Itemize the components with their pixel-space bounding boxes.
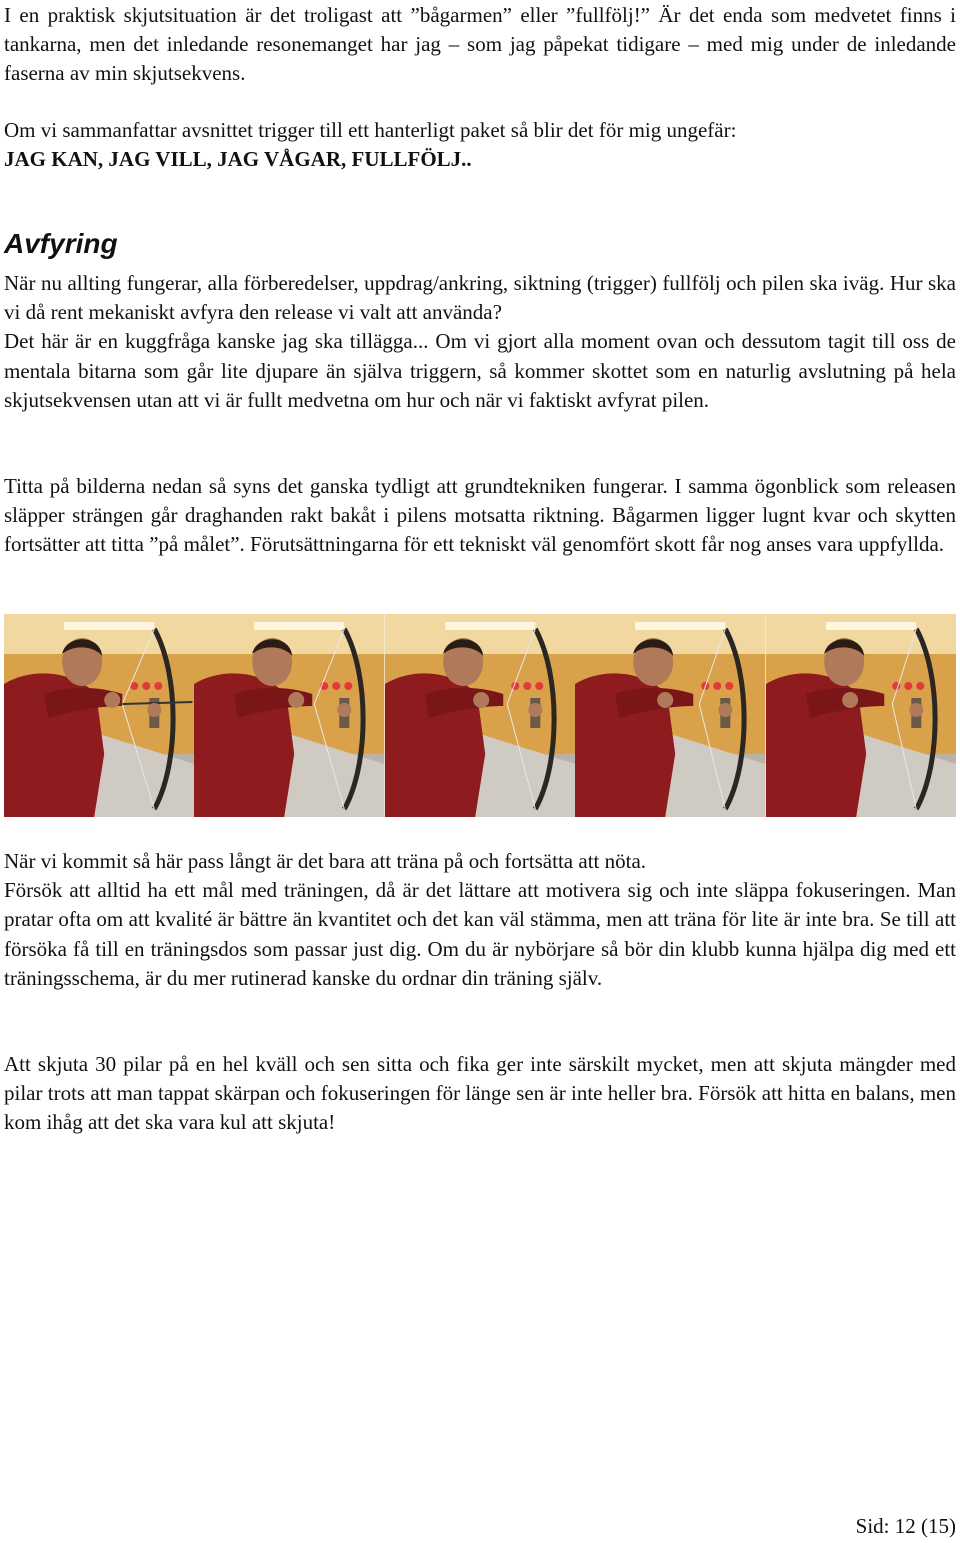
photo-frame-4: [575, 614, 765, 817]
target-face: [154, 682, 162, 690]
paragraph-training-b: Försök att alltid ha ett mål med träningen, då är det lättare att motivera sig och inte släppa fokuseringen. Man pratar ofta om att kvalité är bättre än kvantitet och det kan väl stämma, men att träna för lite är inte bra. Se till att försöka få till en träningsdos som passar just dig. Om du är nybörjare så bör din klubb kunna hjälpa dig med ett träningsschema, är du mer rutinerad kanske du ordnar din träning själv.: [4, 878, 956, 990]
photo-frame-1: [4, 614, 194, 817]
paragraph-photo-intro: Titta på bilderna nedan så syns det ganska tydligt att grundtekniken fungerar. I samma ögonblick som releasen släpper strängen går draghanden rakt bakåt i pilens motsatta riktning. Bågarmen ligger lugnt kvar och skytten fortsätter att titta ”på målet”. Förutsättningarna för ett tekniskt väl genomfört skott får nog anses vara uppfyllda.: [4, 474, 956, 557]
paragraph-intro: I en praktisk skjutsituation är det troligast att ”bågarmen” eller ”fullfölj!” Är det enda som medvetet finns i tankarna, men det inledande resonemanget har jag – som jag påpekat tidigare – med mig under de inledande faserna av min skjutsekvens.: [4, 3, 956, 86]
target-face: [725, 682, 733, 690]
draw-hand: [473, 692, 489, 708]
photo-frame-2: [194, 614, 384, 817]
paragraph-training: [4, 847, 956, 993]
target-face: [333, 682, 341, 690]
target-face: [713, 682, 721, 690]
archer-photo: [766, 614, 956, 817]
draw-hand: [104, 692, 120, 708]
ceiling-light: [445, 622, 535, 630]
paragraph-training-a: När vi kommit så här pass långt är det bara att träna på och fortsätta att nöta.: [4, 849, 647, 873]
target-face: [523, 682, 531, 690]
ceiling-light: [635, 622, 725, 630]
paragraph-summary: [4, 116, 956, 174]
photo-frame-3: [385, 614, 575, 817]
archer-photo: [385, 614, 575, 817]
target-face: [535, 682, 543, 690]
bow-hand: [528, 703, 542, 717]
paragraph-balance: Att skjuta 30 pilar på en hel kväll och sen sitta och fika ger inte särskilt mycket, men att skjuta mängder med pilar trots att man tappat skärpan och fokuseringen för länge sen är inte heller bra. Försök att hitta en balans, men kom ihåg att det ska vara kul att skjuta!: [4, 1052, 956, 1135]
draw-hand: [289, 692, 305, 708]
target-face: [345, 682, 353, 690]
photo-sequence: [4, 614, 956, 817]
archer-photo: [575, 614, 765, 817]
bow-hand: [338, 703, 352, 717]
target-face: [142, 682, 150, 690]
paragraph-release: [4, 269, 956, 415]
bow-hand: [147, 703, 161, 717]
ceiling-light: [64, 622, 154, 630]
archer-photo: [194, 614, 384, 817]
bow-hand: [909, 703, 923, 717]
section-heading: Avfyring: [4, 228, 118, 259]
ceiling-light: [826, 622, 916, 630]
paragraph-release-b: Det här är en kuggfråga kanske jag ska tillägga... Om vi gjort alla moment ovan och dessutom tagit till oss de mentala bitarna som går lite djupare än själva triggern, så kommer skottet som en naturlig avslutning på hela skjutsekvensen utan att vi är fullt medvetna om hur och när vi faktiskt avfyrat pilen.: [4, 329, 956, 412]
photo-frame-5: [766, 614, 956, 817]
ceiling-light: [255, 622, 345, 630]
target-face: [916, 682, 924, 690]
page-number: Sid: 12 (15): [855, 1514, 956, 1538]
summary-bold-motto: JAG KAN, JAG VILL, JAG VÅGAR, FULLFÖLJ..: [4, 147, 472, 172]
draw-hand: [842, 692, 858, 708]
bow-hand: [718, 703, 732, 717]
target-face: [904, 682, 912, 690]
archer-photo: [4, 614, 194, 817]
summary-text: Om vi sammanfattar avsnittet trigger till ett hanterligt paket så blir det för mig ungefär:: [4, 118, 737, 142]
draw-hand: [657, 692, 673, 708]
paragraph-release-a: När nu allting fungerar, alla förberedelser, uppdrag/ankring, siktning (trigger) fullfölj och pilen ska iväg. Hur ska vi då rent mekaniskt avfyra den release vi valt att använda?: [4, 271, 956, 325]
